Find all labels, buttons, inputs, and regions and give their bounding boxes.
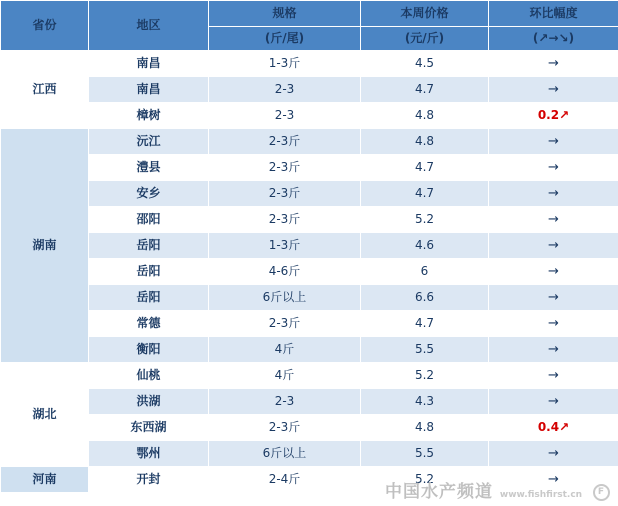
- cell-area: 邵阳: [89, 207, 209, 233]
- cell-change: [489, 467, 618, 493]
- cell-spec: 1-3斤: [209, 233, 361, 259]
- cell-spec: 2-3: [209, 77, 361, 103]
- cell-area: 南昌: [89, 77, 209, 103]
- column-header-price-unit: (元/斤): [361, 27, 489, 51]
- table-row: [1, 207, 618, 233]
- change-value: 0.4: [537, 420, 560, 434]
- cell-change: [489, 129, 618, 155]
- table-row: [1, 77, 618, 103]
- cell-area: 岳阳: [89, 233, 209, 259]
- cell-spec: 2-3: [209, 389, 361, 415]
- change-arrow-flat-icon: →: [548, 238, 559, 253]
- column-header-province: 省份: [1, 1, 89, 51]
- table-row: [1, 467, 618, 493]
- change-arrow-flat-icon: →: [548, 316, 559, 331]
- cell-change: [489, 207, 618, 233]
- table-row: [1, 155, 618, 181]
- cell-price: 5.5: [361, 441, 489, 467]
- cell-change: [489, 389, 618, 415]
- change-arrow-flat-icon: →: [548, 56, 559, 71]
- cell-change: [489, 103, 618, 129]
- cell-spec: 1-3斤: [209, 51, 361, 77]
- column-header-spec-unit: (斤/尾): [209, 27, 361, 51]
- cell-change: [489, 337, 618, 363]
- watermark-text: 中国水产频道: [385, 482, 493, 502]
- table-row: [1, 51, 618, 77]
- column-header-spec: 规格: [209, 1, 361, 27]
- change-value: 0.2: [537, 108, 560, 122]
- table-row: [1, 311, 618, 337]
- cell-spec: 2-3斤: [209, 155, 361, 181]
- column-header-area: 地区: [89, 1, 209, 51]
- table-row: [1, 285, 618, 311]
- cell-area: 洪湖: [89, 389, 209, 415]
- watermark-url: www.fishfirst.cn: [499, 490, 583, 500]
- cell-change: [489, 181, 618, 207]
- cell-spec: 4斤: [209, 337, 361, 363]
- table-body: [1, 51, 618, 493]
- cell-price: 5.2: [361, 363, 489, 389]
- cell-price: 6: [361, 259, 489, 285]
- change-arrow-flat-icon: →: [548, 472, 559, 487]
- cell-area: 开封: [89, 467, 209, 493]
- table-row: [1, 441, 618, 467]
- cell-spec: 2-3: [209, 103, 361, 129]
- cell-spec: 4-6斤: [209, 259, 361, 285]
- cell-spec: 6斤以上: [209, 441, 361, 467]
- cell-spec: 2-3斤: [209, 129, 361, 155]
- cell-price: 4.5: [361, 51, 489, 77]
- change-arrow-up-icon: ↗: [559, 108, 570, 122]
- change-arrow-up-icon: ↗: [559, 420, 570, 434]
- change-arrow-flat-icon: →: [548, 82, 559, 97]
- cell-spec: 2-3斤: [209, 181, 361, 207]
- cell-spec: 6斤以上: [209, 285, 361, 311]
- cell-price: 4.7: [361, 77, 489, 103]
- change-arrow-flat-icon: →: [548, 394, 559, 409]
- cell-price: 4.6: [361, 233, 489, 259]
- cell-spec: 2-4斤: [209, 467, 361, 493]
- table-row: [1, 389, 618, 415]
- cell-area: 岳阳: [89, 259, 209, 285]
- cell-price: 4.8: [361, 129, 489, 155]
- watermark-logo-icon: F: [593, 484, 610, 501]
- cell-area: 东西湖: [89, 415, 209, 441]
- cell-area: 岳阳: [89, 285, 209, 311]
- cell-area: 沅江: [89, 129, 209, 155]
- change-arrow-flat-icon: →: [548, 186, 559, 201]
- column-header-change: 环比幅度: [489, 1, 618, 27]
- change-arrow-flat-icon: →: [548, 342, 559, 357]
- cell-area: 樟树: [89, 103, 209, 129]
- table-header: [1, 1, 618, 51]
- change-arrow-flat-icon: →: [548, 368, 559, 383]
- cell-price: 4.7: [361, 311, 489, 337]
- cell-spec: 2-3斤: [209, 207, 361, 233]
- change-arrow-flat-icon: →: [548, 160, 559, 175]
- table-row: [1, 129, 618, 155]
- cell-spec: 2-3斤: [209, 311, 361, 337]
- cell-province: 湖北: [1, 363, 89, 467]
- cell-area: 澧县: [89, 155, 209, 181]
- cell-price: 4.8: [361, 103, 489, 129]
- cell-area: 南昌: [89, 51, 209, 77]
- table-row: [1, 259, 618, 285]
- cell-spec: 2-3斤: [209, 415, 361, 441]
- cell-change: [489, 311, 618, 337]
- table-row: [1, 181, 618, 207]
- cell-price: 5.2: [361, 207, 489, 233]
- cell-change: [489, 233, 618, 259]
- cell-area: 常德: [89, 311, 209, 337]
- cell-area: 鄂州: [89, 441, 209, 467]
- table-row: [1, 415, 618, 441]
- table-row: [1, 103, 618, 129]
- cell-change: [489, 51, 618, 77]
- change-arrow-flat-icon: →: [548, 134, 559, 149]
- cell-change: [489, 441, 618, 467]
- cell-area: 安乡: [89, 181, 209, 207]
- cell-area: 衡阳: [89, 337, 209, 363]
- change-arrow-flat-icon: →: [548, 212, 559, 227]
- cell-price: 4.7: [361, 181, 489, 207]
- cell-change: [489, 285, 618, 311]
- cell-province: 河南: [1, 467, 89, 493]
- cell-change: [489, 415, 618, 441]
- cell-price: 5.5: [361, 337, 489, 363]
- cell-spec: 4斤: [209, 363, 361, 389]
- cell-price: 6.6: [361, 285, 489, 311]
- cell-province: 江西: [1, 51, 89, 129]
- cell-change: [489, 77, 618, 103]
- cell-price: 4.8: [361, 415, 489, 441]
- cell-change: [489, 259, 618, 285]
- table-row: [1, 233, 618, 259]
- cell-province: 湖南: [1, 129, 89, 363]
- cell-change: [489, 155, 618, 181]
- cell-price: 5.2: [361, 467, 489, 493]
- table-row: [1, 337, 618, 363]
- cell-change: [489, 363, 618, 389]
- change-arrow-flat-icon: →: [548, 264, 559, 279]
- table-row: [1, 363, 618, 389]
- cell-area: 仙桃: [89, 363, 209, 389]
- cell-price: 4.7: [361, 155, 489, 181]
- cell-price: 4.3: [361, 389, 489, 415]
- change-arrow-flat-icon: →: [548, 446, 559, 461]
- change-arrow-flat-icon: →: [548, 290, 559, 305]
- column-header-change-unit: (↗→↘): [489, 27, 618, 51]
- column-header-price: 本周价格: [361, 1, 489, 27]
